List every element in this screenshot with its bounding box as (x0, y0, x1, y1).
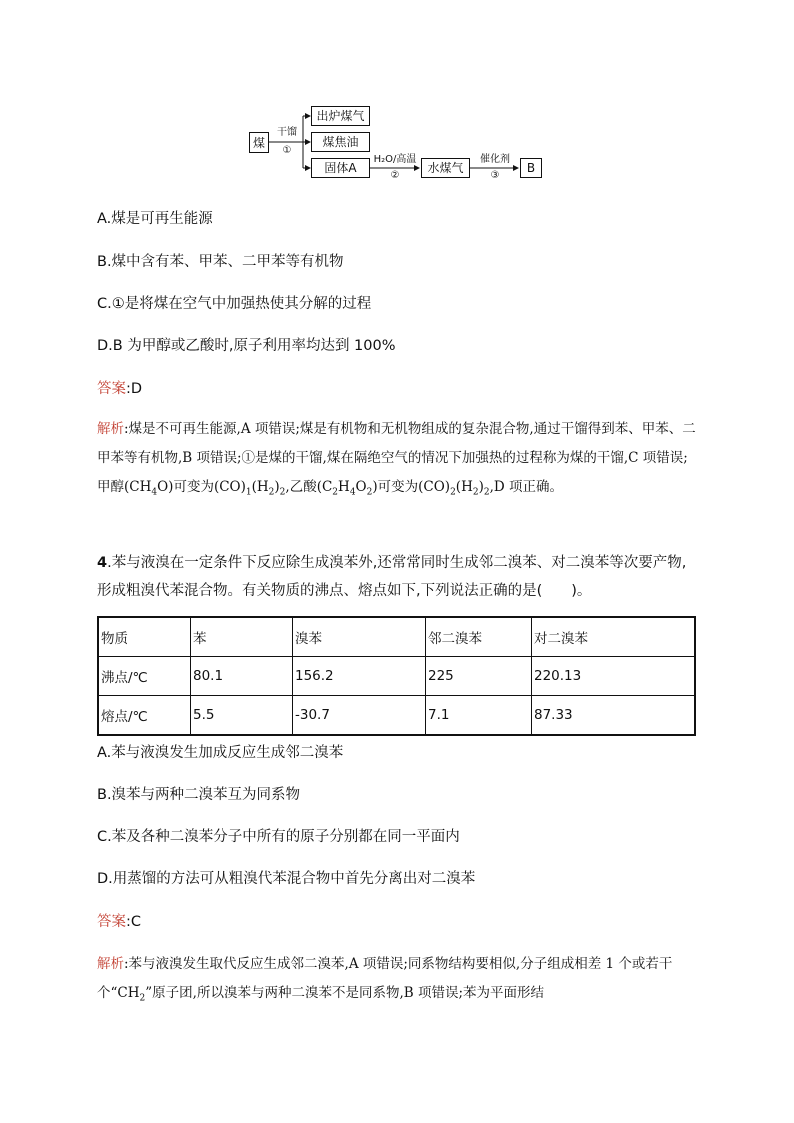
q4-explain-text: :苯与液溴发生取代反应生成邻二溴苯,A 项错误;同系物结构要相似,分子组成相差 1 个或若干个“CH (97, 956, 673, 1001)
properties-table (97, 616, 696, 736)
table-row (98, 657, 695, 696)
q4-option-a: A.苯与液溴发生加成反应生成邻二溴苯 (97, 745, 344, 761)
table-cell: 220.13 (532, 657, 696, 696)
q3-option-c: C.①是将煤在空气中加强热使其分解的过程 (97, 296, 372, 312)
q3-explain-text: ,D 项正确。 (489, 479, 563, 495)
q3-explain-text: )可变为(CO) (372, 479, 451, 495)
q4-stem-text: .苯与液溴在一定条件下反应除生成溴苯外,还常常同时生成邻二溴苯、对二溴苯等次要产物,形成粗溴代苯混合物。有关物质的沸点、熔点如下,下列说法正确的是( )。 (97, 555, 687, 599)
step1-number: ① (282, 145, 292, 156)
q3-sub: 2 (366, 487, 373, 498)
table-cell: 80.1 (191, 657, 293, 696)
step2-label: H₂O/高温 (373, 154, 417, 165)
step1-label: 干馏 (277, 127, 297, 138)
q4-answer-label: 答案 (97, 914, 126, 930)
q3-explain-text: (H (455, 479, 473, 495)
coal-box: 煤 (249, 132, 269, 153)
q3-option-a: A.煤是可再生能源 (97, 211, 213, 227)
table-cell: 沸点/℃ (98, 657, 191, 696)
q3-answer-label: 答案 (97, 381, 126, 397)
table-cell: -30.7 (293, 696, 426, 736)
table-cell: 87.33 (532, 696, 696, 736)
q3-option-b: B.煤中含有苯、甲苯、二甲苯等有机物 (97, 254, 344, 270)
q3-answer (97, 381, 142, 398)
table-cell: 225 (426, 657, 532, 696)
table-cell: 156.2 (293, 657, 426, 696)
table-header-cell: 对二溴苯 (532, 617, 696, 657)
coal-tar-box: 煤焦油 (311, 132, 370, 152)
coal-processing-diagram (0, 0, 794, 190)
table-cell: 7.1 (426, 696, 532, 736)
q3-explanation (97, 415, 701, 508)
q4-stem (97, 549, 699, 605)
q4-option-b: B.溴苯与两种二溴苯互为同系物 (97, 787, 301, 803)
table-row (98, 696, 695, 736)
q4-option-c: C.苯及各种二溴苯分子中所有的原子分别都在同一平面内 (97, 829, 460, 845)
q4-number: 4 (97, 555, 108, 571)
q3-explain-text: H (338, 479, 350, 495)
q3-explain-text: (H (251, 479, 269, 495)
product-b-box: B (520, 158, 542, 178)
table-cell: 5.5 (191, 696, 293, 736)
q3-explain-text: O (355, 479, 367, 495)
q3-sub: 2 (450, 487, 456, 498)
q4-explanation (97, 950, 701, 1014)
q3-sub: 2 (332, 487, 339, 498)
q4-answer (97, 914, 141, 931)
q3-sub: 2 (472, 487, 479, 498)
step2-number: ② (390, 170, 400, 181)
q3-sub: 1 (245, 487, 252, 498)
q4-option-d: D.用蒸馏的方法可从粗溴代苯混合物中首先分离出对二溴苯 (97, 871, 476, 887)
table-header-cell: 物质 (98, 617, 191, 657)
q3-sub: 4 (349, 487, 356, 498)
q3-sub: 2 (483, 487, 490, 498)
step3-number: ③ (490, 170, 500, 181)
q4-explain-text: ”原子团,所以溴苯与两种二溴苯不是同系物,B 项错误;苯为平面形结 (145, 985, 544, 1001)
table-header-cell: 溴苯 (293, 617, 426, 657)
table-header-cell: 邻二溴苯 (426, 617, 532, 657)
table-cell: 熔点/℃ (98, 696, 191, 736)
q4-explain-label: 解析 (97, 956, 124, 972)
q3-option-d: D.B 为甲醇或乙酸时,原子利用率均达到 100% (97, 338, 396, 354)
q3-explain-text: O)可变为(CO) (157, 479, 246, 495)
step3-label: 催化剂 (480, 154, 510, 165)
q3-explain-text: :煤是不可再生能源,A 项错误;煤是有机物和无机物组成的复杂混合物,通过干馏得到苯、甲苯、二甲苯等有机物,B 项错误;①是煤的干馏,煤在隔绝空气的情况下加强热的过程称为煤的干馏,C 项错误;甲醇(CH (97, 421, 696, 495)
q3-sub: 4 (151, 487, 158, 498)
q3-sub: 2 (279, 487, 286, 498)
table-header-cell: 苯 (191, 617, 293, 657)
table-header-row (98, 617, 695, 657)
q3-explain-text: ) (274, 479, 280, 495)
water-gas-box: 水煤气 (421, 158, 470, 178)
q4-sub: 2 (139, 993, 146, 1004)
q3-explain-text: ) (478, 479, 484, 495)
q3-sub: 2 (268, 487, 275, 498)
furnace-gas-box: 出炉煤气 (311, 106, 370, 126)
q3-explain-label: 解析 (97, 421, 124, 437)
q3-explain-text: ,乙酸(C (285, 479, 333, 495)
q3-answer-value: :D (126, 381, 143, 397)
solid-a-box: 固体A (311, 158, 370, 178)
q4-answer-value: :C (126, 914, 142, 930)
